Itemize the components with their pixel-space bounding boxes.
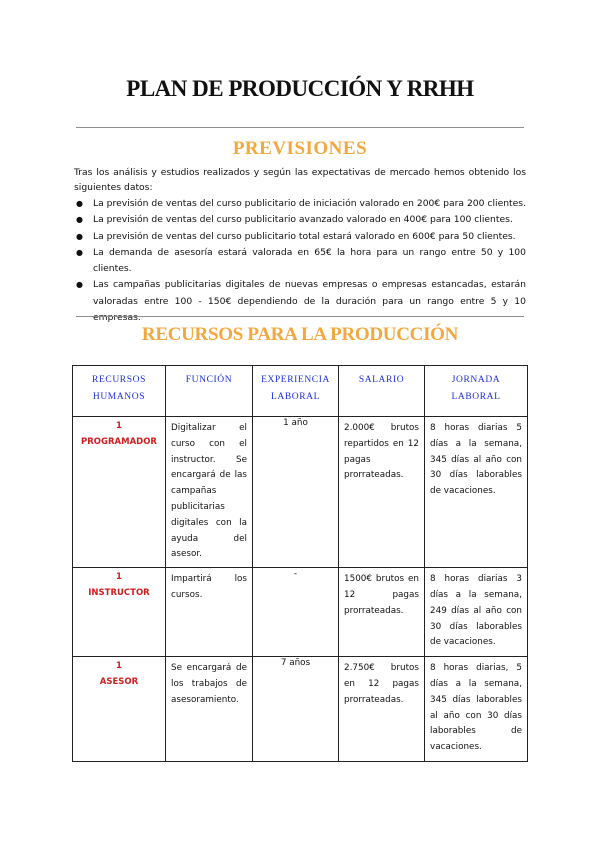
list-item: ● La previsión de ventas del curso publicitario total estará valorado en 600€ para 50 clientes. [74, 229, 526, 245]
funcion-cell: Impartirá los cursos. [166, 568, 253, 657]
list-item: ● La previsión de ventas del curso publicitario avanzado valorado en 400€ para 100 clientes. [74, 212, 526, 228]
role-count: 1 [116, 421, 122, 431]
header-jornada: JORNADA LABORAL [425, 366, 528, 417]
role-name: INSTRUCTOR [88, 588, 150, 599]
funcion-cell: Se encargará de los trabajos de asesoramiento. [166, 657, 253, 762]
role-cell [73, 417, 166, 568]
role-name: ASESOR [99, 677, 139, 688]
list-item: ● Las campañas publicitarias digitales de nuevas empresas o empresas estancadas, estarán valoradas entre 100 - 150€ dependiendo de la duración para un rango entre 5 y 10 empresas. [76, 279, 526, 324]
bullet-icon: ● [76, 280, 83, 290]
divider [76, 127, 524, 128]
experiencia-cell: 1 año [253, 417, 339, 568]
divider [76, 316, 524, 317]
list-item: ● La previsión de ventas del curso publicitario de iniciación valorado en 200€ para 200 clientes. [74, 196, 526, 212]
table-row [73, 568, 528, 657]
table-header-row [73, 366, 528, 417]
bullet-icon: ● [76, 215, 83, 225]
salario-cell: 2.000€ brutos repartidos en 12 pagas prorrateadas. [339, 417, 425, 568]
bullet-icon: ● [76, 231, 83, 241]
role-count: 1 [116, 572, 122, 583]
role-cell [73, 657, 166, 762]
header-funcion: FUNCIÓN [166, 366, 253, 417]
jornada-cell: 8 horas diarias 3 días a la semana, 249 días al año con 30 días laborables de vacaciones. [425, 568, 528, 657]
list-item: ● La demanda de asesoría estará valorada en 65€ la hora para un rango entre 50 y 100 clientes. [76, 246, 526, 275]
role-count: 1 [116, 661, 122, 672]
salario-cell: 1500€ brutos en 12 pagas prorrateadas. [339, 568, 425, 657]
header-salario: SALARIO [339, 366, 425, 417]
recursos-table [72, 365, 528, 762]
previsiones-list [74, 196, 526, 326]
jornada-cell: 8 horas diarias 5 días a la semana, 345 días al año con 30 días laborables de vacaciones. [425, 417, 528, 568]
header-recursos: RECURSOS HUMANOS [73, 366, 166, 417]
experiencia-cell: - [253, 568, 339, 657]
role-cell [73, 568, 166, 657]
recursos-heading: RECURSOS PARA LA PRODUCCIÓN [141, 324, 459, 345]
table-row [73, 417, 528, 568]
header-experiencia: EXPERIENCIA LABORAL [253, 366, 339, 417]
bullet-icon: ● [76, 199, 83, 208]
page-title: PLAN DE PRODUCCIÓN Y RRHH [126, 76, 474, 101]
table-row [73, 657, 528, 762]
role-name: PROGRAMADOR [81, 437, 157, 447]
jornada-cell: 8 horas diarias, 5 días a la semana, 345 días laborables al año con 30 días laborables de vacaciones. [425, 657, 528, 762]
funcion-cell: Digitalizar el curso con el instructor. Se encargará de las campañas publicitarias digitales con la ayuda del asesor. [166, 417, 253, 568]
bullet-icon: ● [76, 247, 83, 257]
salario-cell: 2.750€ brutos en 12 pagas prorrateadas. [339, 657, 425, 762]
previsiones-heading: PREVISIONES [232, 138, 368, 159]
experiencia-cell: 7 años [253, 657, 339, 762]
previsiones-intro: Tras los análisis y estudios realizados y según las expectativas de mercado hemos obtenido los siguientes datos: [74, 167, 526, 193]
